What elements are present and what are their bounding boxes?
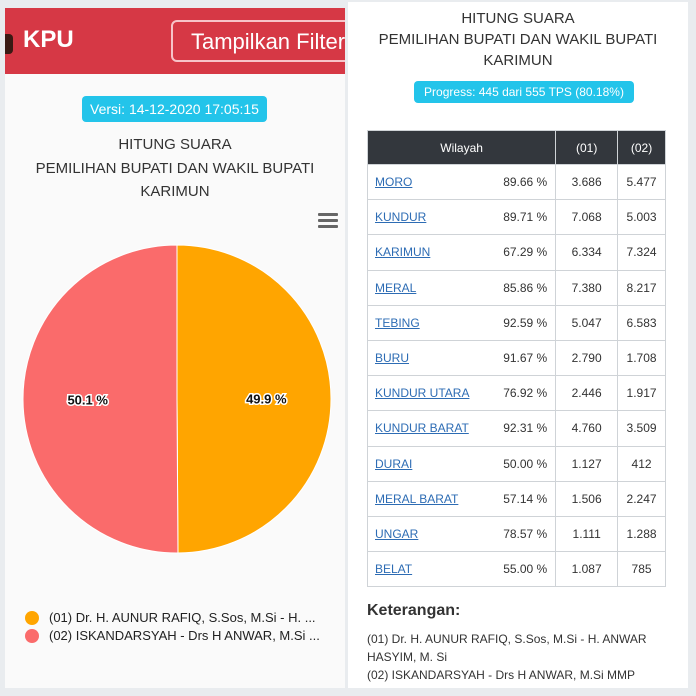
cell-wilayah	[368, 552, 556, 587]
cell-wilayah	[368, 376, 556, 411]
header-02[interactable]: (02)	[618, 131, 666, 165]
cell-votes-01: 1.087	[556, 552, 618, 587]
wilayah-link[interactable]: MERAL	[375, 280, 417, 295]
wilayah-link[interactable]: UNGAR	[375, 526, 419, 541]
cell-votes-01: 1.127	[556, 446, 618, 481]
cell-votes-01: 4.760	[556, 411, 618, 446]
cell-votes-02: 6.583	[618, 305, 666, 340]
table-row	[368, 376, 666, 411]
chart-title-line-2: PEMILIHAN BUPATI DAN WAKIL BUPATI	[35, 160, 315, 177]
filter-button[interactable]: Tampilkan Filter	[171, 20, 345, 62]
cell-wilayah	[368, 165, 556, 200]
cell-votes-02: 785	[618, 552, 666, 587]
wilayah-progress-pct: 92.31 %	[503, 421, 548, 436]
cell-votes-01: 7.380	[556, 270, 618, 305]
table-row	[368, 305, 666, 340]
cell-votes-02: 2.247	[618, 481, 666, 516]
cell-wilayah	[368, 340, 556, 375]
cell-votes-02: 1.708	[618, 340, 666, 375]
table-title-line-3: KARIMUN	[483, 52, 553, 69]
wilayah-link[interactable]: KUNDUR BARAT	[375, 421, 469, 436]
table-row	[368, 446, 666, 481]
legend-dot-02	[25, 629, 39, 643]
cell-wilayah	[368, 200, 556, 235]
wilayah-progress-pct: 78.57 %	[503, 526, 548, 541]
app-header	[5, 8, 345, 74]
cell-wilayah	[368, 481, 556, 516]
cell-votes-02: 1.288	[618, 516, 666, 551]
legend-item-02[interactable]	[25, 628, 345, 646]
wilayah-link[interactable]: MERAL BARAT	[375, 491, 459, 506]
cell-votes-02: 7.324	[618, 235, 666, 270]
legend-item-01[interactable]	[25, 610, 345, 628]
app-title: KPU	[23, 26, 74, 53]
hamburger-menu-icon[interactable]	[318, 213, 338, 229]
cell-votes-01: 2.790	[556, 340, 618, 375]
cell-votes-01: 6.334	[556, 235, 618, 270]
wilayah-link[interactable]: BURU	[375, 351, 410, 366]
table-title-line-2: PEMILIHAN BUPATI DAN WAKIL BUPATI	[378, 31, 658, 48]
wilayah-link[interactable]: MORO	[375, 175, 413, 190]
keterangan-title: Keterangan:	[367, 602, 461, 619]
header-01[interactable]: (01)	[556, 131, 618, 165]
cell-votes-02: 5.477	[618, 165, 666, 200]
wilayah-link[interactable]: KUNDUR	[375, 210, 427, 225]
table-row	[368, 270, 666, 305]
pie-chart	[21, 243, 333, 555]
cell-wilayah	[368, 411, 556, 446]
table-row	[368, 481, 666, 516]
table-row	[368, 200, 666, 235]
wilayah-progress-pct: 85.86 %	[503, 280, 548, 295]
cell-wilayah	[368, 270, 556, 305]
wilayah-progress-pct: 55.00 %	[503, 562, 548, 577]
wilayah-progress-pct: 67.29 %	[503, 245, 548, 260]
pie-label-02: 50.1 %	[67, 392, 108, 408]
table-title-line-1: HITUNG SUARA	[461, 10, 575, 27]
table-row	[368, 516, 666, 551]
cell-votes-02: 1.917	[618, 376, 666, 411]
wilayah-progress-pct: 50.00 %	[503, 456, 548, 471]
cell-votes-02: 3.509	[618, 411, 666, 446]
cell-votes-01: 1.506	[556, 481, 618, 516]
table-row	[368, 165, 666, 200]
results-table	[367, 130, 666, 587]
cell-wilayah	[368, 305, 556, 340]
header-wilayah[interactable]: Wilayah	[368, 131, 556, 165]
table-row	[368, 235, 666, 270]
cell-votes-01: 1.111	[556, 516, 618, 551]
cell-votes-02: 412	[618, 446, 666, 481]
table-row	[368, 552, 666, 587]
wilayah-progress-pct: 92.59 %	[503, 315, 548, 330]
wilayah-progress-pct: 76.92 %	[503, 386, 548, 401]
wilayah-progress-pct: 91.67 %	[503, 351, 548, 366]
wilayah-link[interactable]: KUNDUR UTARA	[375, 386, 470, 401]
cell-votes-01: 7.068	[556, 200, 618, 235]
kpu-logo-icon	[5, 34, 13, 54]
wilayah-progress-pct: 57.14 %	[503, 491, 548, 506]
wilayah-link[interactable]: KARIMUN	[375, 245, 431, 260]
table-row	[368, 411, 666, 446]
cell-votes-01: 3.686	[556, 165, 618, 200]
version-badge: Versi: 14-12-2020 17:05:15	[82, 96, 267, 122]
legend-dot-01	[25, 611, 39, 625]
results-table-panel	[348, 2, 688, 688]
table-header-row	[368, 131, 666, 165]
keterangan-line-01: (01) Dr. H. AUNUR RAFIQ, S.Sos, M.Si - H. ANWAR HASYIM, M. Si	[367, 632, 647, 664]
cell-votes-01: 2.446	[556, 376, 618, 411]
wilayah-progress-pct: 89.71 %	[503, 210, 548, 225]
cell-votes-02: 8.217	[618, 270, 666, 305]
wilayah-link[interactable]: BELAT	[375, 562, 413, 577]
cell-wilayah	[368, 235, 556, 270]
legend-label-01: (01) Dr. H. AUNUR RAFIQ, S.Sos, M.Si - H. ...	[49, 610, 316, 625]
progress-badge: Progress: 445 dari 555 TPS (80.18%)	[414, 81, 634, 103]
chart-title-line-1: HITUNG SUARA	[118, 136, 232, 153]
table-row	[368, 340, 666, 375]
cell-votes-01: 5.047	[556, 305, 618, 340]
keterangan-line-02: (02) ISKANDARSYAH - Drs H ANWAR, M.Si MMP	[367, 668, 636, 682]
chart-title-line-3: KARIMUN	[140, 183, 210, 200]
legend-label-02: (02) ISKANDARSYAH - Drs H ANWAR, M.Si ...	[49, 628, 320, 643]
cell-wilayah	[368, 516, 556, 551]
pie-label-01: 49.9 %	[246, 391, 287, 407]
wilayah-link[interactable]: TEBING	[375, 315, 420, 330]
wilayah-link[interactable]: DURAI	[375, 456, 413, 471]
cell-wilayah	[368, 446, 556, 481]
mobile-chart-panel	[5, 8, 345, 688]
wilayah-progress-pct: 89.66 %	[503, 175, 548, 190]
cell-votes-02: 5.003	[618, 200, 666, 235]
